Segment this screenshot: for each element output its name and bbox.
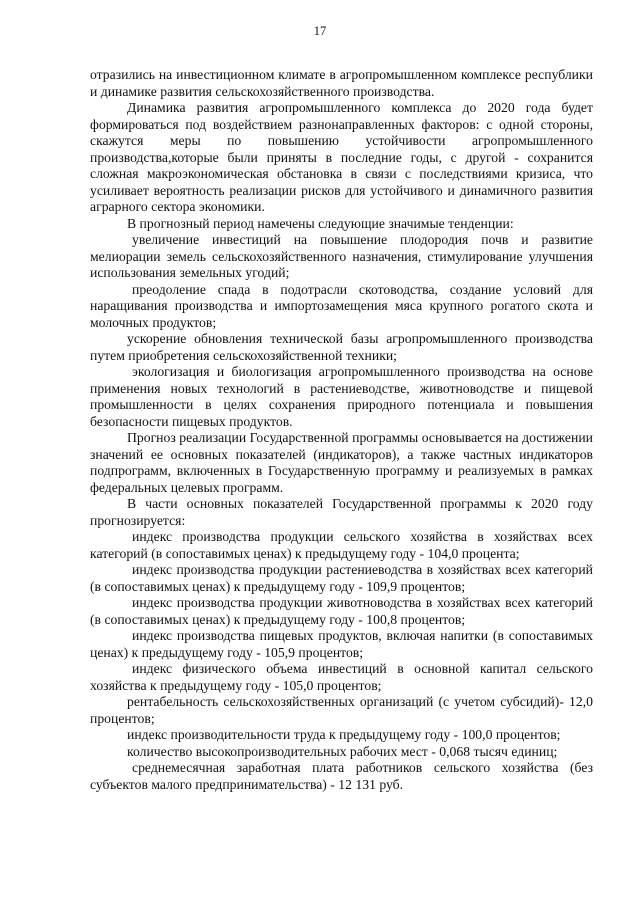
page-number: 17 — [313, 24, 327, 38]
paragraph-p15: рентабельность сельскохозяйственных организаций (с учетом субсидий)- 12,0 процентов; — [90, 694, 593, 726]
paragraph-p9: В части основных показателей Государственной программы к 2020 году прогнозируется: — [90, 496, 593, 528]
paragraph-p10: индекс производства продукции сельского хозяйства в хозяйствах всех категорий (в сопоставимых ценах) к предыдущему году - 104,0 процента; — [90, 529, 593, 561]
paragraph-p2: Динамика развития агропромышленного комплекса до 2020 года будет формироваться под воздействием разнонаправленных факторов: с одной стороны, скажутся меры по повышению устойчивости агропромышленного производства,которые были приняты в последние годы, с другой - сохранится сложная макроэкономическая обстановка в связи с последствиями кризиса, что усиливает вероятность реализации рисков для устойчивого и динамичного развития аграрного сектора экономики. — [90, 100, 593, 214]
paragraph-p12: индекс производства продукции животноводства в хозяйствах всех категорий (в сопоставимых ценах) к предыдущему году - 100,8 процентов; — [90, 595, 593, 627]
paragraph-p14: индекс физического объема инвестиций в основной капитал сельского хозяйства к предыдущему году - 105,0 процентов; — [90, 661, 593, 693]
paragraph-p1: отразились на инвестиционном климате в агропромышленном комплексе республики и динамике развития сельскохозяйственного производства. — [90, 67, 593, 99]
paragraph-p8: Прогноз реализации Государственной программы основывается на достижении значений ее основных показателей (индикаторов), а также частных индикаторов подпрограмм, включенных в Государственную программу и реализуемых в рамках федеральных целевых программ. — [90, 430, 593, 495]
paragraph-p18: среднемесячная заработная плата работников сельского хозяйства (без субъектов малого предпринимательства) - 12 131 руб. — [90, 760, 593, 792]
paragraph-p17: количество высокопроизводительных рабочих мест - 0,068 тысяч единиц; — [127, 743, 558, 759]
paragraph-p3: В прогнозный период намечены следующие значимые тенденции: — [127, 215, 514, 231]
paragraph-p7: экологизация и биологизация агропромышленного производства на основе применения новых технологий в растениеводстве, животноводстве и пищевой промышленности в целях сохранения природного потенциала и повышения безопасности пищевых продуктов. — [90, 364, 593, 429]
paragraph-p5: преодоление спада в подотрасли скотоводства, создание условий для наращивания производства и импортозамещения мяса крупного рогатого скота и молочных продуктов; — [90, 281, 593, 330]
paragraph-p6: ускорение обновления технической базы агропромышленного производства путем приобретения сельскохозяйственной техники; — [90, 331, 593, 363]
paragraph-p13: индекс производства пищевых продуктов, включая напитки (в сопоставимых ценах) к предыдущему году - 105,9 процентов; — [90, 628, 593, 660]
paragraph-p16: индекс производительности труда к предыдущему году - 100,0 процентов; — [127, 727, 561, 742]
paragraph-p4: увеличение инвестиций на повышение плодородия почв и развитие мелиорации земель сельскохозяйственного назначения, стимулирование улучшения использования земельных угодий; — [90, 232, 593, 280]
document-body — [90, 67, 593, 793]
paragraph-p11: индекс производства продукции растениеводства в хозяйствах всех категорий (в сопоставимых ценах) к предыдущему году - 109,9 процентов; — [90, 562, 593, 594]
